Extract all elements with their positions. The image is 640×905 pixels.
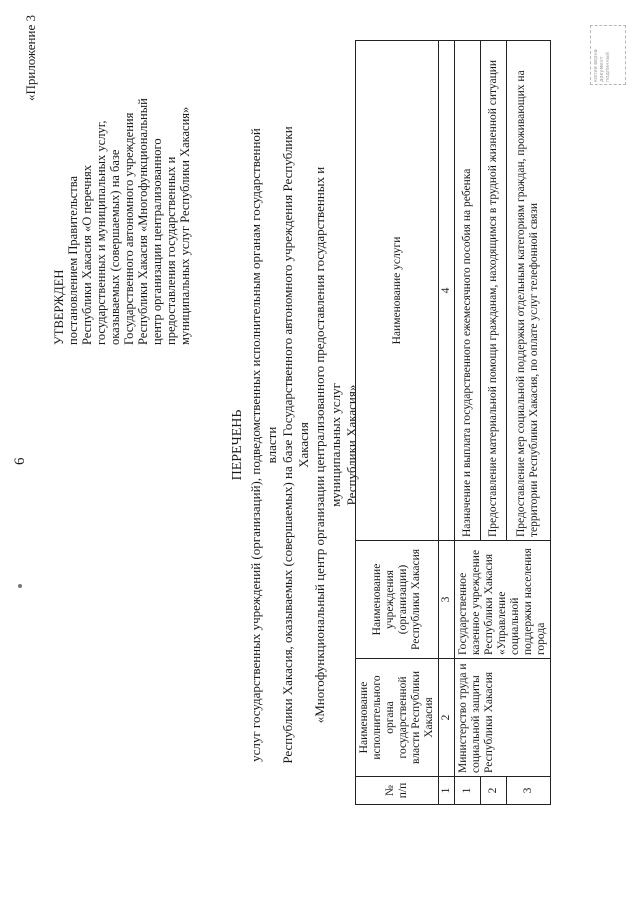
approval-line: центр организации централизованного bbox=[150, 138, 164, 345]
table-row bbox=[455, 41, 481, 805]
services-table bbox=[355, 40, 551, 805]
list-title-line: услуг государственных учреждений (организаций), подведомственных исполнительным органам государственной власти bbox=[248, 128, 279, 762]
list-heading: ПЕРЕЧЕНЬ bbox=[230, 409, 245, 481]
row-number: 1 bbox=[455, 777, 481, 805]
approval-line: оказываемых (совершаемых) на базе bbox=[108, 149, 122, 345]
institution-cell: Государственное казенное учреждение Республики Хакасия «Управление социальной поддержки населения города bbox=[455, 541, 551, 659]
approval-line: муниципальных услуг Республики Хакасия» bbox=[178, 106, 192, 345]
column-number: 4 bbox=[439, 41, 455, 541]
approval-line: предоставления государственных и bbox=[164, 156, 178, 345]
approval-line: постановлением Правительства bbox=[66, 175, 80, 345]
list-title-block bbox=[230, 125, 360, 765]
header-institution: Наименование учреждения (организации) Республики Хакасия bbox=[356, 541, 439, 659]
row-number: 3 bbox=[506, 777, 550, 805]
approval-line: государственных и муниципальных услуг, bbox=[94, 120, 108, 345]
row-number: 2 bbox=[480, 777, 506, 805]
certification-stamp: копия верна документ подлинный bbox=[590, 25, 626, 85]
appendix-label: «Приложение 3 bbox=[23, 15, 38, 102]
approval-line: Республики Хакасия «О перечнях bbox=[80, 164, 94, 345]
scan-speck bbox=[18, 584, 22, 588]
approval-line: Государственного автономного учреждения bbox=[122, 112, 136, 345]
column-number: 2 bbox=[439, 659, 455, 777]
approval-block bbox=[24, 15, 192, 345]
page-number: 6 bbox=[12, 457, 28, 465]
list-title-line: «Многофункциональный центр организации централизованного предоставления государственных и муниципальных услуг bbox=[312, 166, 343, 724]
service-cell: Предоставление мер социальной поддержки отдельным категориям граждан, проживающих на территории Республики Хакасия, по оплате услуг телефонной связи bbox=[506, 41, 550, 541]
column-number: 3 bbox=[439, 541, 455, 659]
approval-line: УТВЕРЖДЕН bbox=[52, 269, 66, 345]
header-num: № п/п bbox=[356, 777, 439, 805]
list-title-line: Республики Хакасия» bbox=[344, 384, 359, 506]
table-header-row bbox=[356, 41, 439, 805]
header-service: Наименование услуги bbox=[356, 41, 439, 541]
approval-line: Республики Хакасия «Многофункциональный bbox=[136, 98, 150, 345]
service-cell: Предоставление материальной помощи гражданам, находящимся в трудной жизненной ситуации bbox=[480, 41, 506, 541]
list-title-line: Республики Хакасия, оказываемых (совершаемых) на базе Государственного автономного учреждения Республики Хакасия bbox=[280, 126, 311, 764]
organ-cell: Министерство труда и социальной защиты Республики Хакасия bbox=[455, 659, 551, 777]
column-number-row bbox=[439, 41, 455, 805]
header-organ: Наименование исполнительного органа государственной власти Республики Хакасия bbox=[356, 659, 439, 777]
column-number: 1 bbox=[439, 777, 455, 805]
service-cell: Назначение и выплата государственного ежемесячного пособия на ребенка bbox=[455, 41, 481, 541]
